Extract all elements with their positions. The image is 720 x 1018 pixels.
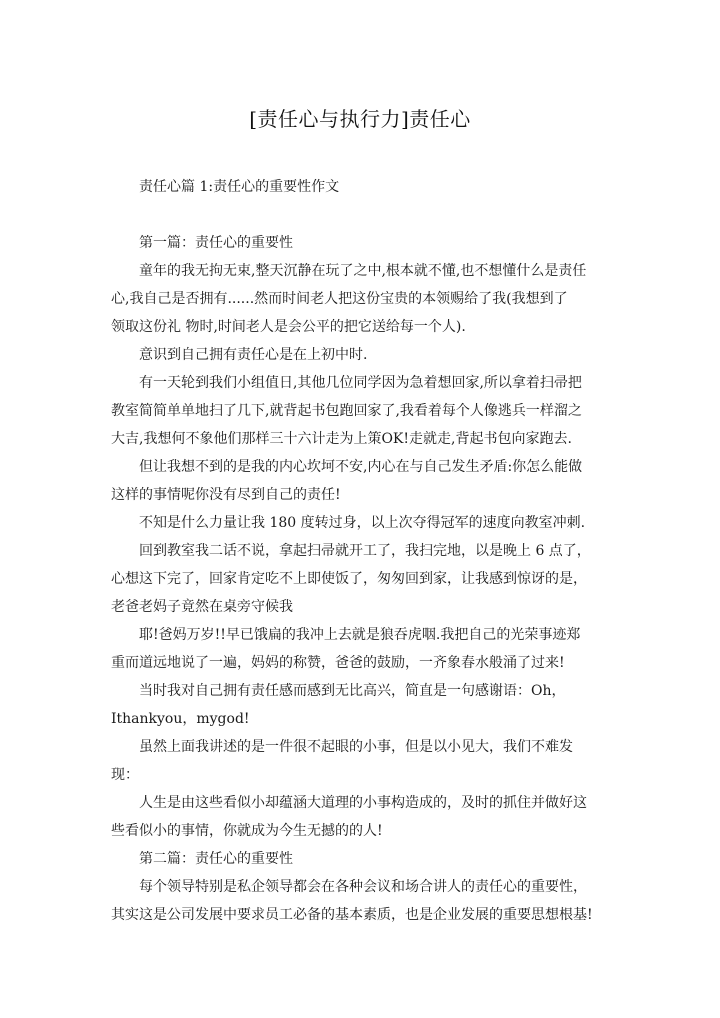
body-line: 心想这下完了，回家肯定吃不上即使饭了，匆匆回到家，让我感到惊讶的是，: [111, 571, 587, 587]
document-title: [责任心与执行力]责任心: [249, 107, 471, 131]
body-line: 不知是什么力量让我 180 度转过身，以上次夺得冠军的速度向教室冲刺.: [139, 515, 586, 531]
body-line: 当时我对自己拥有责任感而感到无比高兴，简直是一句感谢语：Oh，: [139, 683, 566, 699]
body-line: 重而道远地说了一遍，妈妈的称赞，爸爸的鼓励，一齐象春水般涌了过来!: [111, 655, 565, 671]
body-line: 人生是由这些看似小却蕴涵大道理的小事构造成的，及时的抓住并做好这: [139, 795, 587, 811]
document-subtitle: 责任心篇 1:责任心的重要性作文: [139, 179, 340, 195]
body-line: Ithankyou，mygod!: [111, 711, 250, 727]
body-line: 每个领导特别是私企领导都会在各种会议和场合讲人的责任心的重要性，: [139, 879, 587, 895]
body-line: 虽然上面我讲述的是一件很不起眼的小事，但是以小见大，我们不难发: [139, 739, 573, 755]
body-line: 回到教室我二话不说，拿起扫帚就开工了，我扫完地，以是晚上 6 点了，: [139, 543, 591, 559]
body-line: 领取这份礼 物时,时间老人是会公平的把它送给每一个人).: [111, 319, 466, 335]
body-line: 童年的我无拘无束,整天沉静在玩了之中,根本就不懂,也不想懂什么是责任: [139, 263, 587, 279]
document-body: [111, 257, 611, 929]
body-line: 老爸老妈子竟然在桌旁守候我: [111, 599, 293, 615]
body-line: 大吉,我想何不象他们那样三十六计走为上策OK!走就走,背起书包向家跑去.: [111, 431, 572, 447]
body-line: 心,我自己是否拥有......然而时间老人把这份宝贵的本领赐给了我(我想到了: [111, 291, 568, 307]
body-line: 其实这是公司发展中要求员工必备的基本素质，也是企业发展的重要思想根基!: [111, 907, 593, 923]
body-line: 些看似小的事情，你就成为今生无撼的的人!: [111, 823, 383, 839]
body-line: 意识到自己拥有责任心是在上初中时.: [139, 347, 368, 363]
body-line: 教室简简单单地扫了几下,就背起书包跑回家了,我看着每个人像逃兵一样溜之: [111, 403, 582, 419]
section-heading-1: 第一篇：责任心的重要性: [139, 235, 293, 251]
body-line: 现：: [111, 767, 139, 783]
body-line: 这样的事情呢你没有尽到自己的责任!: [111, 487, 341, 503]
body-line: 有一天轮到我们小组值日,其他几位同学因为急着想回家,所以拿着扫帚把: [139, 375, 582, 391]
body-line: 第二篇：责任心的重要性: [139, 851, 293, 867]
body-line: 耶!爸妈万岁!!早已饿扁的我冲上去就是狼吞虎咽.我把自己的光荣事迹郑: [139, 627, 581, 643]
body-line: 但让我想不到的是我的内心坎坷不安,内心在与自己发生矛盾:你怎么能做: [139, 459, 583, 475]
